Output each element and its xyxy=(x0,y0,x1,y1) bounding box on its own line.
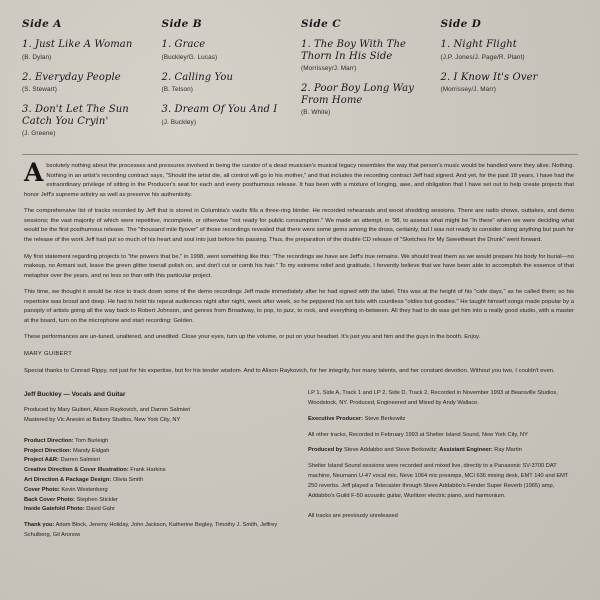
track-credit: (J.P. Jones/J. Page/R. Plant) xyxy=(440,53,525,61)
essay-paragraph-5: These performances are un-tuned, unaltered, and unedited. Close your eyes, turn up the volume, or put on your headset. It's just you and him and the guys in the booth. Enjoy. xyxy=(24,334,481,341)
track-number: 3. xyxy=(161,104,172,115)
performer-credit: Jeff Buckley — Vocals and Guitar xyxy=(24,391,126,399)
track-name: Dream Of You And I xyxy=(174,104,278,115)
track-credit: (S. Stewart) xyxy=(22,86,57,93)
credits-column-right xyxy=(308,389,574,547)
essay-paragraph-3: My first statement regarding projects to "the powers that be," in 1998, went something like this: "The recordings we have are Jeff's true remains. We should treat them as we would prepare his body for burial—no makeup, no Armani suit, leave the green glitter toenail polish on, and don't cut or comb his hair." To my extreme relief and gratitude, I fervently believe that we have been able to accomplish the essence of that metaphor over the years, and no less so than with this particular project. xyxy=(24,253,574,279)
engineering-credit xyxy=(308,446,574,456)
liner-notes xyxy=(12,158,588,376)
essay-paragraph-6: Special thanks to Conrad Rippy, not just for his expertise, but for his tender wisdom. And to Alison Raykovich, for her integrity, her many talents, and her constant devotion. Without you two, I couldn't even. xyxy=(24,367,555,374)
track-name: Don't Let The Sun Catch You Cryin' xyxy=(22,104,129,127)
side-column-d xyxy=(441,18,581,148)
track-credit: (Buckley/G. Lucas) xyxy=(161,53,218,61)
track-item xyxy=(162,104,294,126)
thank-you-label: Thank you: xyxy=(24,522,55,529)
track-credit: (J. Buckley) xyxy=(161,118,197,126)
track-title xyxy=(162,104,294,116)
side-column-a xyxy=(22,18,162,148)
track-name: Grace xyxy=(174,39,206,50)
track-number: 3. xyxy=(22,104,32,115)
role-label: Back Cover Photo: xyxy=(24,496,75,503)
role-label: Cover Photo: xyxy=(24,486,60,493)
role-value: Kevin Westenberg xyxy=(61,486,108,493)
assistant-engineer-value: Ray Martin xyxy=(494,447,522,454)
role-label: Project Direction: xyxy=(24,447,72,454)
technical-notes: Shelter Island Sound sessions were recorded and mixed live, directly to a Panasonic SV-3700 DAT machine, Neumann U-47 vocal mic, Neve 1064 mic preamps, MCI 636 mixing desk, EMT 140 and EMT 250 reverbs. Jeff played a Telecaster through Steve Addabbo's Fender Super Reverb (1965) amp, Addabbo's Guild F-50 acoustic guitar, Wurlitzer electric piano, and harmonium. xyxy=(308,463,569,499)
credits-column-left xyxy=(24,389,290,547)
track-name: Calling You xyxy=(174,71,234,83)
role-value: Mandy Eidgah xyxy=(73,447,110,454)
track-item xyxy=(301,39,433,72)
track-item xyxy=(441,39,573,61)
track-number: 1. xyxy=(301,39,311,50)
track-title xyxy=(162,72,294,84)
track-name: The Boy With The Thorn In His Side xyxy=(301,39,407,62)
mastered-by-line: Mastered by Vic Anesini at Battery Studios, New York City, NY xyxy=(24,416,181,423)
track-title xyxy=(22,39,154,51)
executive-producer-credit xyxy=(308,415,574,425)
track-name: Everyday People xyxy=(35,71,121,83)
role-value: Frank Harkins xyxy=(130,467,166,474)
track-item xyxy=(22,104,154,137)
track-credit: (J. Greene) xyxy=(22,130,56,137)
track-number: 2. xyxy=(301,83,311,94)
track-item xyxy=(441,72,573,94)
recording-session-1: LP 1, Side A, Track 1 and LP 2, Side D, Track 2, Recorded in November 1993 at Bearsville Studios, Woodstock, NY. Produced, Engineered and Mixed by Andy Wallace. xyxy=(308,390,558,406)
assistant-engineer-label: Assistant Engineer: xyxy=(439,447,493,454)
role-value: Stephen Stickler xyxy=(76,496,118,503)
thank-you-names: Adam Block, Jeremy Holiday, John Jackson, Katherine Begley, Timothy J. Smith, Jeffrey Schulberg, Gil Aronow xyxy=(24,522,278,538)
role-label: Creative Direction & Cover Illustration: xyxy=(24,467,129,474)
role-label: Inside Gatefold Photo: xyxy=(24,506,85,513)
exec-producer-label: Executive Producer: xyxy=(308,415,364,422)
track-item xyxy=(301,83,433,116)
produced-by-line: Produced by Mary Guibert, Alison Raykovich, and Darren Salmieri xyxy=(24,407,191,414)
track-title xyxy=(162,39,294,51)
release-note: All tracks are previously unreleased xyxy=(308,513,398,520)
essay-paragraph-2: The comprehensive list of tracks recorded by Jeff that is stored in Columbia's vaults fills a three-ring binder. He recorded rehearsals and wood shedding sessions. There are radio shows, outtakes, and demo sessions; the vast majority of which were repetitive, incomplete, or otherwise "not ready for public consumption." We made an attempt, in '98, to assess what might be "in there" when we were deciding what would be the first posthumous release. The "thousand mile flyover" of those recordings revealed that there were some gems among the dross, certainly, but I was not ready to consider doing anything but push for the release of the work Jeff had put so much of his heart and soul into just before his passing. Thus, the preparation of the double CD release of "Sketches for My Sweetheart the Drunk" went forward. xyxy=(24,208,574,243)
side-column-b xyxy=(162,18,302,148)
track-number: 1. xyxy=(440,39,451,50)
track-number: 2. xyxy=(22,71,32,83)
side-title-c: Side C xyxy=(301,18,342,30)
essay-paragraph-1 xyxy=(24,158,574,200)
track-number: 2. xyxy=(161,71,172,83)
role-value: Darren Salmieri xyxy=(60,457,100,464)
track-name: Night Flight xyxy=(453,39,517,50)
side-column-c xyxy=(301,18,441,148)
track-number: 1. xyxy=(161,39,172,50)
track-name: Just Like A Woman xyxy=(35,39,133,50)
track-credit: (Morrissey/J. Marr) xyxy=(301,65,357,72)
track-credit: (B. Dylan) xyxy=(22,53,52,61)
track-credit: (Morrissey/J. Marr) xyxy=(440,86,497,93)
produced-by-value: Steve Addabbo and Steve Berkowitz; xyxy=(344,447,438,454)
side-title-d: Side D xyxy=(440,18,482,30)
track-title xyxy=(301,39,433,62)
role-label: Product Direction: xyxy=(24,437,74,444)
track-name: I Know It's Over xyxy=(453,71,538,83)
role-value: David Gahr xyxy=(86,506,116,513)
track-item xyxy=(162,72,294,94)
track-name: Poor Boy Long Way From Home xyxy=(301,83,414,106)
track-item xyxy=(162,39,294,61)
production-roles-list xyxy=(24,437,290,515)
essay-paragraph-4: This time, we thought it would be nice to track down some of the demo recordings Jeff made immediately after he had signed with the label. This was at the height of his "cafe days," as he called them; so his repertoire was broad and deep. He had to hold his repeat audiences night after night, week after week, so he peppered his set lists with countless "oldies but goodies." He taught himself songs made popular by a panoply of artists going all the way back to Robert Johnson, and genres from Broadway, to pop, to jazz, to rock, and everything in-between. All they had to do was get him into a really good studio, with a master at the board, turn on the microphone and start recording: Golden. xyxy=(24,289,574,324)
production-credit xyxy=(24,406,290,426)
essay-signature: MARY GUIBERT xyxy=(24,351,73,357)
track-title xyxy=(301,83,433,106)
side-title-b: Side B xyxy=(161,18,203,30)
track-credit: (B. Telson) xyxy=(161,86,194,93)
credits-block xyxy=(12,383,588,547)
side-title-a: Side A xyxy=(22,18,62,30)
track-title xyxy=(22,104,154,127)
track-listing xyxy=(12,14,588,148)
track-item xyxy=(22,39,154,61)
track-title xyxy=(441,39,573,51)
track-item xyxy=(22,72,154,94)
role-label: Project A&R: xyxy=(24,457,59,464)
thank-you-credit xyxy=(24,521,290,541)
track-number: 2. xyxy=(440,71,451,83)
track-credit: (B. White) xyxy=(301,109,331,116)
exec-producer-value: Steve Berkowitz xyxy=(364,415,406,422)
track-title xyxy=(441,72,573,84)
role-value: Olivia Smith xyxy=(112,476,144,483)
divider-rule xyxy=(22,154,578,155)
track-number: 1. xyxy=(22,39,32,50)
drop-cap: A xyxy=(24,158,44,187)
essay-text: bsolutely nothing about the processes and pressures involved in being the curator of a dead musician's musical legacy resembles the way that person's music would be handled were they alive. Nothing. Nothing in an artist's recording contract says, "Should the artist die, all control will go to his mother," and that includes the recording contract Jeff had signed. And yet, for the past 18 years, I have had the extraordinary privilege of sitting in the Producer's seat for each and every posthumous release. It has been with a mixture of longing, awe, and obligation that I have set out to help create projects that honor Jeff's supreme artistry as well as preserve his authenticity. xyxy=(24,163,574,198)
produced-by-label: Produced by xyxy=(308,447,343,454)
recording-session-2: All other tracks, Recorded in February 1993 at Shelter Island Sound, New York City, NY xyxy=(308,431,528,438)
track-title xyxy=(22,72,154,84)
role-label: Art Direction & Package Design: xyxy=(24,476,112,483)
role-value: Tom Burleigh xyxy=(75,437,109,444)
